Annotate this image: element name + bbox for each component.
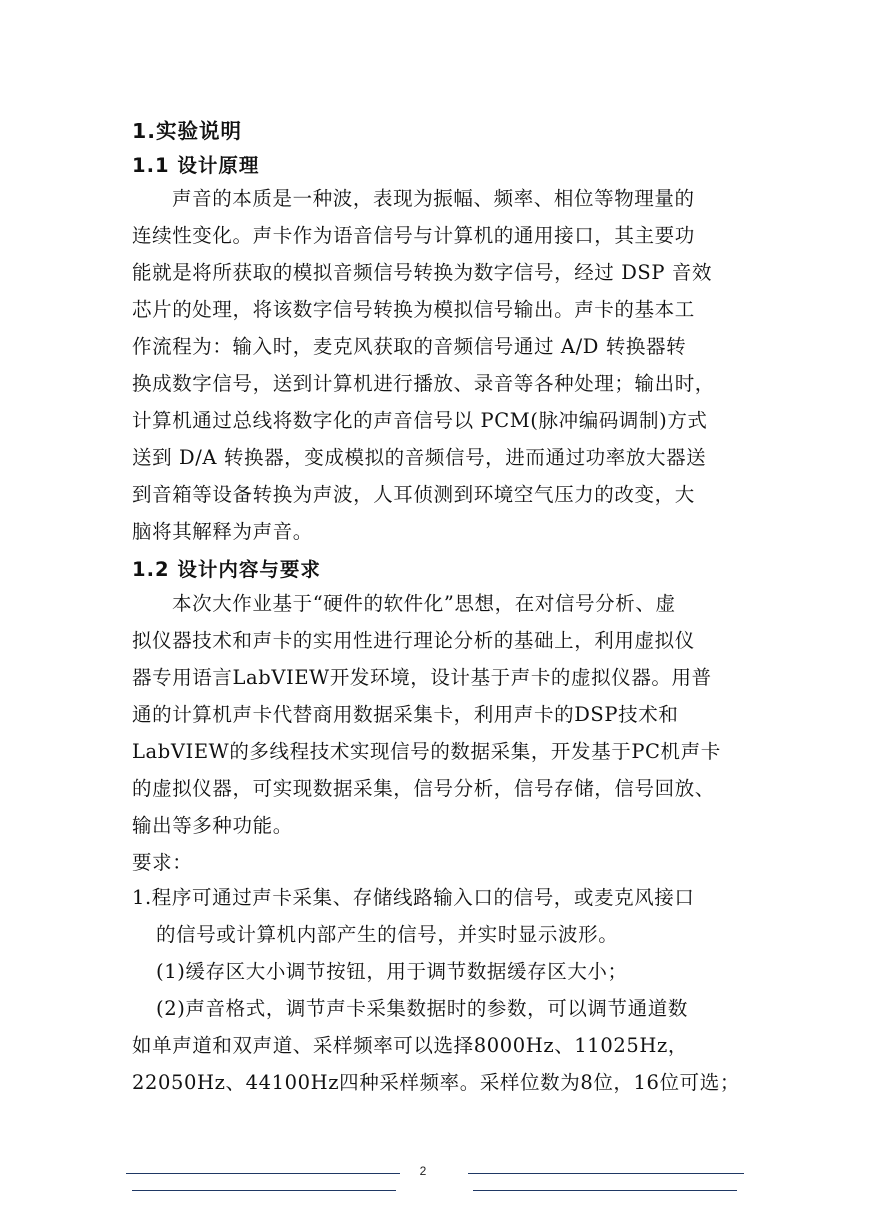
paragraph-line: 送到 D/A 转换器，变成模拟的音频信号，进而通过功率放大器送: [132, 446, 707, 469]
paragraph-line: 能就是将所获取的模拟音频信号转换为数字信号，经过 DSP 音效: [132, 261, 713, 284]
footer-rule-left-upper: [126, 1173, 400, 1174]
page-number: 2: [419, 1164, 427, 1178]
paragraph-line: 计算机通过总线将数字化的声音信号以 PCM(脉冲编码调制)方式: [132, 409, 708, 432]
requirement-subitem-continued: 22050Hz、44100Hz四种采样频率。采样位数为8位，16位可选；: [132, 1071, 740, 1094]
requirements-label: 要求：: [132, 851, 193, 874]
paragraph-line: 到音箱等设备转换为声波，人耳侦测到环境空气压力的改变，大: [132, 483, 695, 506]
paragraph-line: 作流程为：输入时，麦克风获取的音频信号通过 A/D 转换器转: [132, 335, 687, 358]
paragraph-line: 声音的本质是一种波，表现为振幅、频率、相位等物理量的: [172, 187, 695, 210]
footer-rule-left-lower: [132, 1190, 396, 1191]
paragraph-line: 脑将其解释为声音。: [132, 520, 313, 543]
section-heading: 1.实验说明: [132, 119, 243, 143]
requirement-item: 1.程序可通过声卡采集、存储线路输入口的信号，或麦克风接口: [132, 886, 695, 909]
footer-rule-right-lower: [473, 1190, 737, 1191]
paragraph-line: 芯片的处理，将该数字信号转换为模拟信号输出。声卡的基本工: [132, 298, 695, 321]
paragraph-line: LabVIEW的多线程技术实现信号的数据采集，开发基于PC机声卡: [132, 740, 721, 763]
subsection-heading-requirements: 1.2 设计内容与要求: [132, 558, 321, 581]
paragraph-line: 器专用语言LabVIEW开发环境，设计基于声卡的虚拟仪器。用普: [132, 666, 712, 689]
paragraph-line: 输出等多种功能。: [132, 814, 293, 837]
paragraph-line: 换成数字信号，送到计算机进行播放、录音等各种处理；输出时，: [132, 372, 715, 395]
paragraph-line: 的虚拟仪器，可实现数据采集，信号分析，信号存储，信号回放、: [132, 777, 715, 800]
paragraph-line: 本次大作业基于“硬件的软件化”思想，在对信号分析、虚: [172, 592, 676, 615]
requirement-subitem: (1)缓存区大小调节按钮，用于调节数据缓存区大小；: [156, 960, 628, 983]
footer-rule-right-upper: [468, 1173, 744, 1174]
requirement-subitem: (2)声音格式，调节声卡采集数据时的参数，可以调节通道数: [156, 997, 688, 1020]
paragraph-line: 连续性变化。声卡作为语音信号与计算机的通用接口，其主要功: [132, 224, 695, 247]
requirement-item-continued: 的信号或计算机内部产生的信号，并实时显示波形。: [156, 923, 619, 946]
requirement-subitem-continued: 如单声道和双声道、采样频率可以选择8000Hz、11025Hz，: [132, 1034, 688, 1057]
paragraph-line: 通的计算机声卡代替商用数据采集卡，利用声卡的DSP技术和: [132, 703, 679, 726]
paragraph-line: 拟仪器技术和声卡的实用性进行理论分析的基础上，利用虚拟仪: [132, 629, 695, 652]
subsection-heading-principle: 1.1 设计原理: [132, 154, 260, 177]
